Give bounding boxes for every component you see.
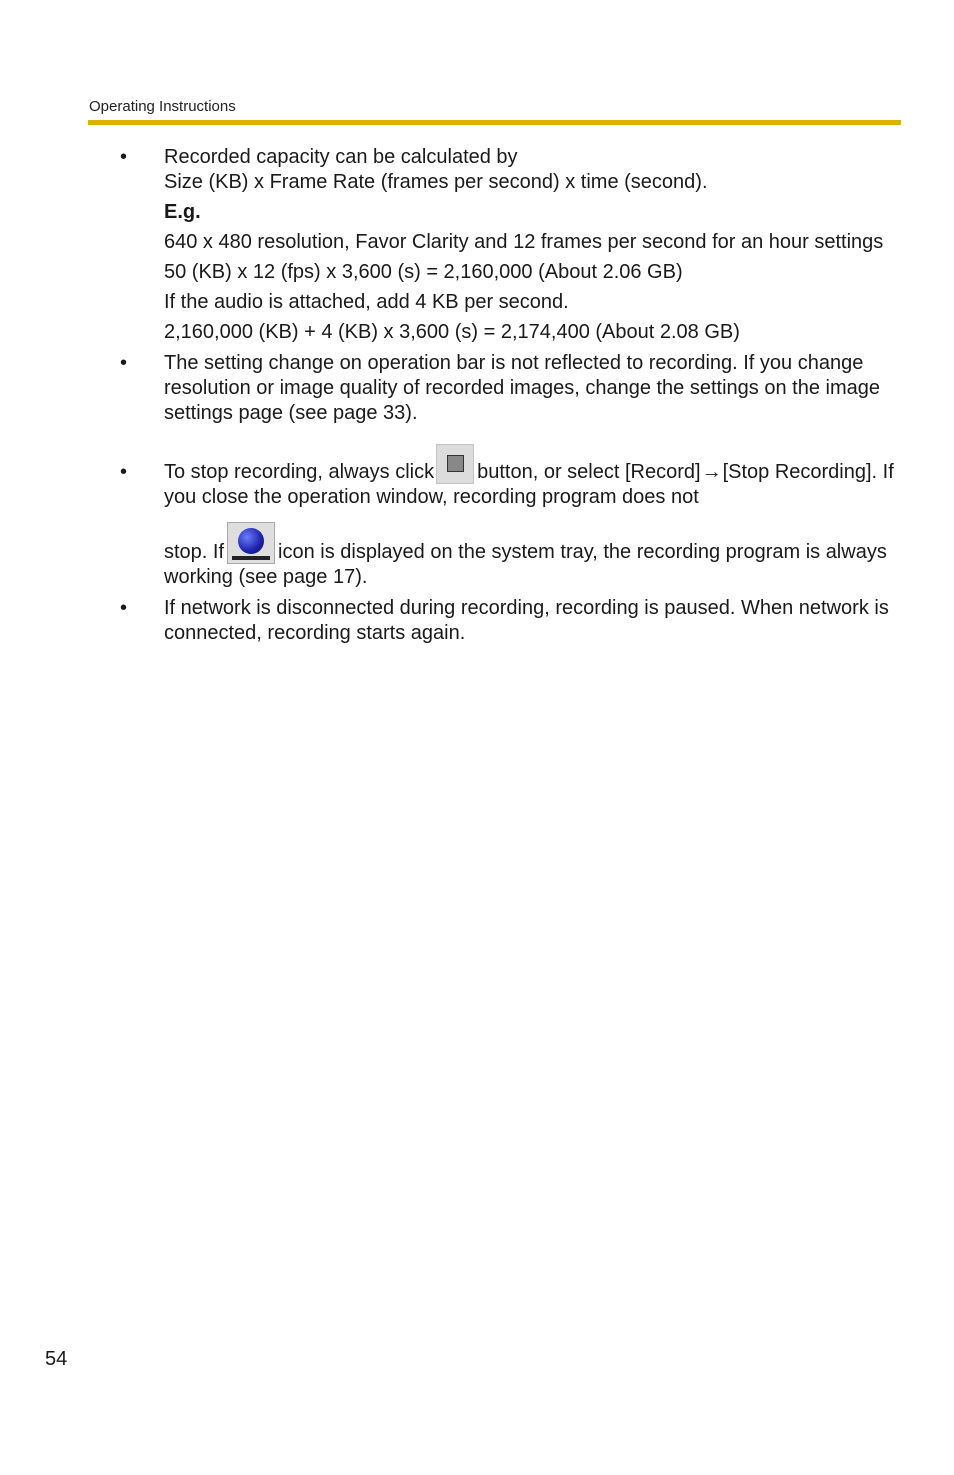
bullet-setting-change bbox=[120, 351, 902, 426]
bullet-network-disconnect bbox=[120, 596, 902, 646]
example-label: E.g. bbox=[164, 201, 201, 223]
header-label: Operating Instructions bbox=[89, 98, 236, 115]
capacity-intro: Recorded capacity can be calculated by bbox=[164, 146, 518, 168]
stop-text-4: stop. If bbox=[164, 541, 225, 563]
page-number: 54 bbox=[45, 1348, 68, 1370]
bullet-stop-recording bbox=[120, 444, 902, 590]
stop-text-3: [Stop Recording]. If you close the operation window, recording program does not bbox=[164, 461, 894, 508]
stop-square-icon bbox=[436, 444, 474, 484]
bullet-dot: • bbox=[120, 146, 128, 168]
header-rule bbox=[88, 120, 901, 125]
bullet-dot: • bbox=[120, 597, 128, 619]
capacity-formula: Size (KB) x Frame Rate (frames per second) x time (second). bbox=[164, 171, 708, 193]
example-settings: 640 x 480 resolution, Favor Clarity and 12 frames per second for an hour settings bbox=[164, 231, 884, 253]
setting-change-text: The setting change on operation bar is not reflected to recording. If you change resolution or image quality of recorded images, change the settings on the image settings page (see page 33). bbox=[164, 352, 880, 424]
audio-note: If the audio is attached, add 4 KB per second. bbox=[164, 291, 569, 313]
bullet-dot: • bbox=[120, 461, 128, 483]
content-area bbox=[120, 145, 902, 646]
bullet-dot: • bbox=[120, 352, 128, 374]
stop-text-5: icon is displayed on the system tray, the recording program is always working (see page 17). bbox=[164, 541, 887, 588]
network-text: If network is disconnected during recording, recording is paused. When network is connected, recording starts again. bbox=[164, 597, 889, 644]
stop-text-2: button, or select [Record] bbox=[477, 461, 701, 483]
audio-calculation: 2,160,000 (KB) + 4 (KB) x 3,600 (s) = 2,174,400 (About 2.08 GB) bbox=[164, 321, 740, 343]
bullet-recorded-capacity bbox=[120, 145, 902, 345]
blue-sphere-icon bbox=[227, 522, 275, 564]
example-calculation: 50 (KB) x 12 (fps) x 3,600 (s) = 2,160,000 (About 2.06 GB) bbox=[164, 261, 683, 283]
arrow-right-icon: → bbox=[701, 461, 722, 483]
stop-text-1: To stop recording, always click bbox=[164, 461, 435, 483]
